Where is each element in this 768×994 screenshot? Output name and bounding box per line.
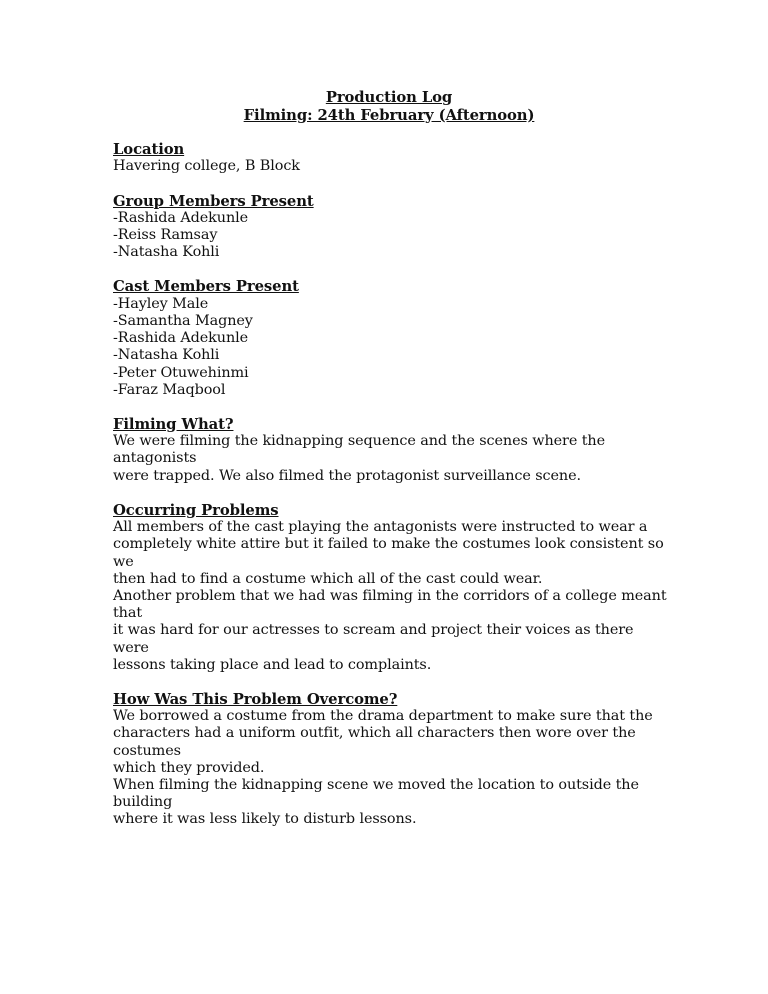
problem-overcome-heading: How Was This Problem Overcome? (113, 690, 398, 708)
occurring-problems-line: completely white attire but it failed to make the costumes look consistent so we (113, 536, 664, 570)
location-heading: Location (113, 141, 185, 158)
cast-members-heading: Cast Members Present (113, 278, 299, 296)
cast-member-item: -Natasha Kohli (113, 347, 220, 364)
problem-overcome-line: When filming the kidnapping scene we moved the location to outside the building (113, 777, 639, 811)
occurring-problems-heading: Occurring Problems (113, 501, 279, 519)
cast-member-item: -Peter Otuwehinmi (113, 364, 249, 381)
occurring-problems-line: Another problem that we had was filming in the corridors of a college meant that (113, 587, 667, 622)
occurring-problems-line: then had to find a costume which all of the cast could wear. (113, 570, 543, 587)
group-member-item: -Reiss Ramsay (113, 227, 218, 243)
occurring-problems-line: lessons taking place and lead to complaints. (113, 656, 432, 673)
occurring-problems-section (113, 502, 673, 674)
cast-member-item: -Hayley Male (113, 295, 209, 312)
filming-what-line: were trapped. We also filmed the protagonist surveillance scene. (113, 467, 581, 484)
occurring-problems-line: it was hard for our actresses to scream and project their voices as there were (113, 622, 634, 656)
occurring-problems-line: All members of the cast playing the antagonists were instructed to wear a (113, 519, 648, 536)
group-members-heading: Group Members Present (113, 192, 314, 210)
problem-overcome-line: which they provided. (113, 759, 265, 776)
filming-what-heading: Filming What? (113, 415, 234, 433)
cast-members-section (113, 278, 673, 399)
group-member-item: -Natasha Kohli (113, 244, 220, 261)
problem-overcome-line: where it was less likely to disturb lessons. (113, 811, 417, 828)
cast-member-item: -Faraz Maqbool (113, 381, 226, 398)
group-member-item: -Rashida Adekunle (113, 209, 249, 226)
cast-member-item: -Samantha Magney (113, 312, 253, 329)
document-title (105, 89, 673, 124)
problem-overcome-line: We borrowed a costume from the drama department to make sure that the (113, 708, 653, 725)
cast-member-item: -Rashida Adekunle (113, 330, 249, 347)
group-members-section (113, 193, 673, 262)
problem-overcome-line: characters had a uniform outfit, which all characters then wore over the costumes (113, 725, 636, 759)
title-line-2: Filming: 24th February (Afternoon) (243, 106, 535, 124)
title-line-1: Production Log (325, 89, 453, 106)
filming-what-line: We were filming the kidnapping sequence and the scenes where the antagonists (113, 433, 605, 467)
filming-what-section (113, 416, 673, 485)
location-section (113, 141, 673, 176)
location-text: Havering college, B Block (113, 158, 300, 175)
document-page (113, 89, 673, 846)
problem-overcome-section (113, 691, 673, 829)
